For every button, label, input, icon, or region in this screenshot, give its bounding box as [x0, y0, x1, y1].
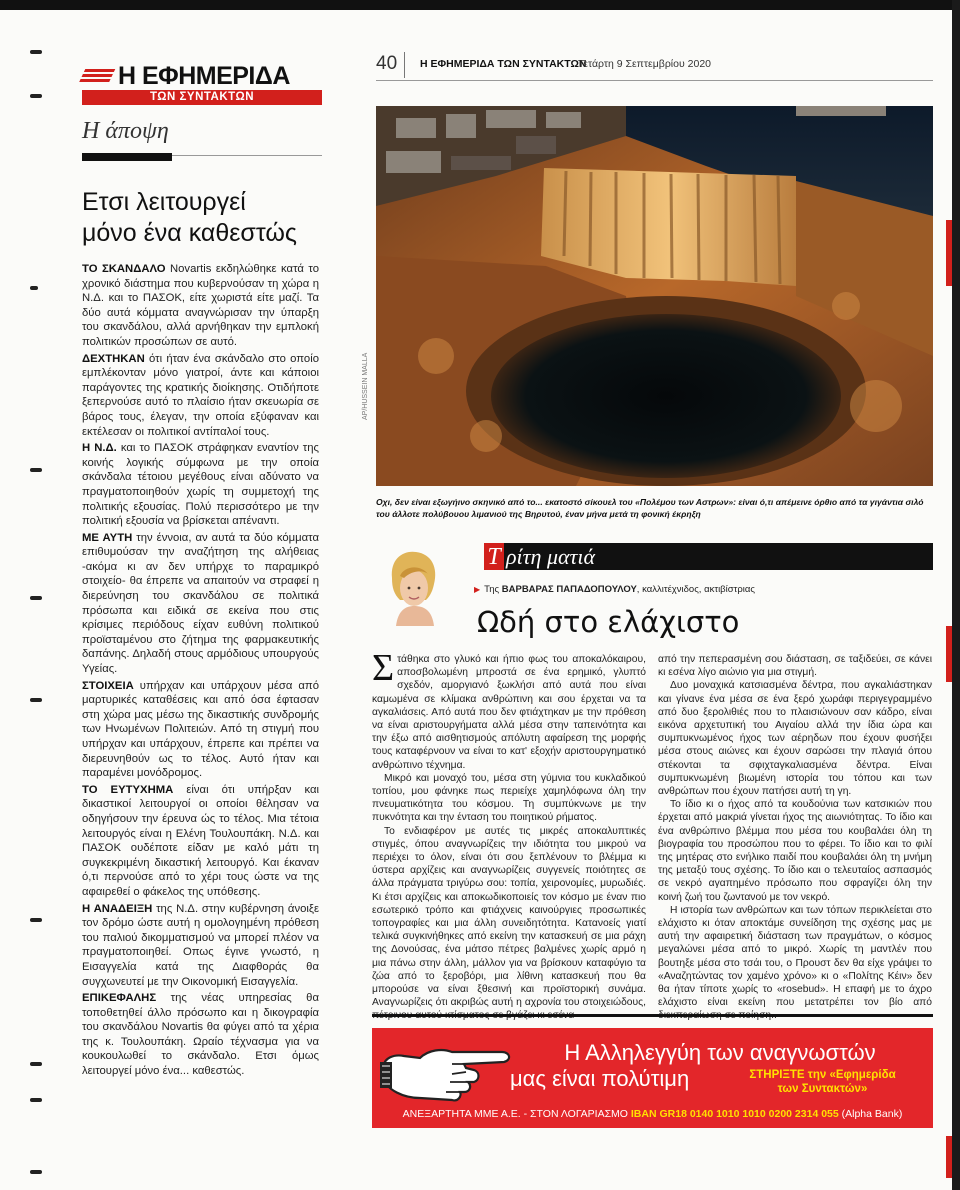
editorial-paragraph: Η ΑΝΑΔΕΙΞΗ της Ν.Δ. στην κυβέρνηση άνοιξε τον δρόμο ώστε αυτή η ομολογημένη πρόθεση του παλιού δικομματισμού να μπορεί πλέον να πραγματοποιηθεί. Οπως έγινε γνωστό, η Εισαγγελία κατά της Διαφθοράς θα συγχωνευτεί με την Οικονομική Εισαγγελία. [82, 902, 319, 988]
editorial-paragraph: Η Ν.Δ. και το ΠΑΣΟΚ στράφηκαν εναντίον της κοινής λογικής σύμφωνα με την οποία σκάνδαλα τέτοιου μεγέθους είναι αδύνατο να πραγματοποιηθούν χωρίς τη συμμετοχή της πολιτικής εξουσίας. Πολύ περισσότερο με την πολιτική εξουσία να βρίσκεται απέναντι. [82, 442, 319, 528]
margin-mark [30, 1062, 42, 1066]
masthead-stripes-icon [79, 69, 116, 83]
byline-arrow-icon: ▶ [474, 585, 481, 594]
author-photo [382, 548, 444, 626]
article-paragraph: Η ιστορία των ανθρώπων και των τόπων περικλείεται στο ελάχιστο κι όταν αποκτάμε συνείδηση της σχέσης μας με αυτή την αφαιρετική διάσταση των πραγμάτων, ο κόσμος μεγαλώνει μέσα από το μικρό. Χωρίς τη μαντλέν που βουτηξε μέσα στο τσάι του, ο Προυστ δεν θα είχε γράψει το «Αναζητώντας τον χαμένο χρόνο» κι ο «Πολίτης Κέιν» δεν θα ήταν τίποτε χωρίς το «rosebud». Η επαφή με το άχρο ελάχιστο είναι εκείνη που μετατρέπει τον βίο από [658, 904, 932, 1009]
editorial-paragraph: ΕΠΙΚΕΦΑΛΗΣ της νέας υπηρεσίας θα τοποθετηθεί άλλο πρόσωπο και η δικογραφία του σκανδάλου Novartis θα φύγει από τα χέρια της κ. Τουλουπάκη. Ωραίο τέχνασμα για να κουκουλωθεί το σκάνδαλο. Ετσι όμως λειτουργεί μόνο ένα... καθεστώς. [82, 992, 319, 1078]
margin-mark [30, 918, 42, 922]
column-header-title: ρίτη ματιά [506, 544, 596, 569]
page-edge-tab [946, 1136, 952, 1178]
author-name: ΒΑΡΒΑΡΑΣ ΠΑΠΑΔΟΠΟΥΛΟΥ [501, 584, 637, 595]
margin-mark [30, 1098, 42, 1102]
margin-mark [30, 50, 42, 54]
ad-support-slogan: ΣΤΗΡΙΞΤΕ την «Εφημερίδα των Συντακτών» [749, 1069, 896, 1095]
drop-cap: Σ [372, 647, 395, 689]
page-paper-name: Η ΕΦΗΜΕΡΙΔΑ ΤΩΝ ΣΥΝΤΑΚΤΩΝ [420, 58, 587, 70]
article-bottom-rule [372, 1014, 933, 1017]
page-edge-tab [946, 220, 952, 286]
editorial-paragraph: ΤΟ ΣΚΑΝΔΑΛΟ Novartis εκδηλώθηκε κατά το χρονικό διάστημα που κυβερνούσαν τη χώρα η Ν.Δ. και το ΠΑΣΟΚ, είτε χωριστά είτε μαζί. Τα δύο αυτά κόμματα αναγνώρισαν την ύπαρξη του σκανδάλου, αλλά αρνήθηκαν την εμπλοκή πολιτικών προσώπων σε αυτό. [82, 263, 319, 348]
photo-caption: Οχι, δεν είναι εξωγήινο σκηνικό από το... εκατοστό σίκουελ του «Πολέμου των Αστρων»: είναι ό,τι απέμεινε όρθιο από τα γιγάντια σιλό του άλλοτε πολύβουου λιμανιού της Βηρυτού, έναν μήνα μετά τη φονική έκρηξη [376, 497, 924, 519]
margin-mark [30, 596, 42, 600]
article-paragraph: Δυο μοναχικά κατσιασμένα δέντρα, που αγκαλιάστηκαν και γίνανε ένα μέσα σε ένα ξερό χωράφι περιγεγραμμένο από δυο ξερολιθιές που το πλαισιώνουν σαν κάδρο, είναι εικόνα αρχετυπική του Αιγαίου αλλά την ίδια ώρα και συμπυκνωμένος ήχος των αέρηδων που έχουν φυσήξει μέσα στους αιώνες και έχουν σαρώσει την πλαγιά όπου στέκονται τα σφιχταγκαλιασμένα δέντρα. Είναι συμπυκνωμένη βιωμένη ιστορία του τόπου και των ανθρώπων που έχουν πατήσει αυτή τη γη. [658, 680, 932, 798]
page-number: 40 [376, 53, 398, 74]
author-role: , καλλιτέχνιδος, ακτιβίστριας [636, 584, 755, 595]
ad-headline-line1: Η Αλληλεγγύη των αναγνωστών [564, 1040, 876, 1065]
editorial-body [82, 262, 319, 1081]
photo-credit: AP/HUSSEIN MALLA [362, 352, 369, 420]
header-rule [376, 80, 933, 81]
photo-illustration [376, 106, 933, 486]
article-paragraph: Το ενδιαφέρον με αυτές τις μικρές αποκαλυπτικές στιγμές, όπου αναγνωρίζεις την ιδιότητα του μικρού να περιέχει το όλον, είναι ότι σου ξεπλένουν το βλέμμα κι ύστερα αρχίζεις και αναγνωρίζεις συγγενείς ποιότητες σε άλλα πράγματα τριγύρω σου: τοπία, χειρονομίες, μυρωδιές. Κι έτσι αρχίζεις και αποκωδικοποιείς τον κόσμο με έναν πιο εσωτερικό τρόπο και φτιάχνεις καινούργιες προσωπικές τοπογραφίες και μια άλλη συνειδητότητα. Κατανοείς γιατί τελικά συγκινήθηκες από εκείνη την κατασκευή σε μια ράχη της Δονούσας, ένα μάτσο πέτρες βαλμένες χωρίς αρμό η μια πάνω στην άλλη, μάλλον για να βρίσκουν καταφύγιο τα ζώα από το ξεροβόρι, μια λίθινη κατασκευή που θα μπορούσε να είναι ξθεσινή και προϊστορική συνάμα. Αναγνωρίζεις ότι ακριβώς αυτή η αχρονία του στοιχειώδους, [372, 825, 646, 1009]
margin-mark [30, 468, 42, 472]
article-paragraph: από την πεπερασμένη σου διάσταση, σε ταξιδεύει, σε κάνει κι εσένα λίγο αιώνιο για μια στιγμή. [658, 654, 932, 679]
scan-edge-top [0, 0, 960, 10]
beirut-silos-photo [376, 106, 933, 486]
editorial-paragraph: ΜΕ ΑΥΤΗ την έννοια, αν αυτά τα δύο κόμματα επιθυμούσαν την αναζήτηση της αλήθειας -ακόμα κι αν δεν υπήρχε το παραμικρό στοιχείο- θα έπρεπε να απαιτούν να στραφεί η διερεύνηση του σκανδάλου σε πολιτικά πρόσωπα και ειδικά σε εκείνα που στις κρίσιμες περιόδους είχαν ευθύνη πολιτικού προϊσταμένου στο ζήτημα της φαρμακευτικής δαπάνης. Δηλαδή στους αρμόδιους υπουργούς Υγείας. [82, 531, 320, 676]
newspaper-masthead [82, 62, 322, 106]
masthead-subtitle: ΤΩΝ ΣΥΝΤΑΚΤΩΝ [82, 90, 322, 105]
margin-mark [30, 286, 38, 290]
article-paragraph: Το ίδιο κι ο ήχος από τα κουδούνια των κατσικιών που έρχεται από μακριά γίνεται ήχος της αιωνιότητας. Το ίδιο και ένα ανθρώπινο βλέμμα που μέσα του κουβαλάει όλη τη βιογραφία του προσώπου που το φέρει. Το ίδιο και το φιλί της μητέρας στο ενήλικο παιδί που κουβαλάει όλη τη μνήμη της μεταξύ τους σχέσης. Το ίδιο και ο τελευταίος ασπασμός σε νεκρό αγαπημένο πρόσωπο που σφραγίζει όλη την κοινή ζωή του ζωντανού με τον νεκρό. [658, 799, 932, 903]
margin-mark [30, 698, 42, 702]
ad-headline-line2: μας είναι πολύτιμη [510, 1066, 690, 1091]
editorial-paragraph: ΔΕΧΤΗΚΑΝ ότι ήταν ένα σκάνδαλο στο οποίο εμπλέκονταν μόνο γιατροί, άντε και κάποιοι παράγοντες της κρατικής διοίκησης. Οτιδήποτε ξεπερνούσε αυτό το πλαίσιο ήταν σκευωρία σε βάρος τους, έλεγαν, την οποία εξύφαναν και εκτέλεσαν οι πολιτικοί αντίπαλοί τους. [82, 352, 319, 438]
page-number-divider [404, 52, 405, 78]
article-paragraph: Στάθηκα στο γλυκό και ήπιο φως του αποκαλόκαιρου, αποσβολωμένη μπροστά σε ένα ερημικό, γλυπτό σχεδόν, αμοργιανό ξωκλήσι από αυτά που είναι καμωμένα σε κλίμακα ανθρώπινη και σου έρχεται να τα αγκαλιάσεις. Από αυτά που δεν φτιάχτηκαν με την πρόθεση να είναι αριστουργήματα αλλά μέσα στην ταπεινότητα και την έξω από αισθητισμούς απόλυτη αφαίρεση της μορφής τους καταφέρνουν να είναι το κατ' εξοχήν αριστουργηματικό ανθρώπινο τέχνημα. [372, 647, 646, 771]
margin-mark [30, 1170, 42, 1174]
ad-iban: IBAN GR18 0140 1010 1010 0200 2314 055 [630, 1108, 839, 1120]
ad-bank-account: ΑΝΕΞΑΡΤΗΤΑ ΜΜΕ Α.Ε. - ΣΤΟΝ ΛΟΓΑΡΙΑΣΜΟ IBAN GR18 0140 1010 1010 0200 2314 055 (Alpha Bank) [402, 1108, 903, 1120]
section-label: Η άποψη [82, 118, 169, 144]
section-rule-accent [82, 153, 172, 161]
editorial-title: Ετσι λειτουργεί μόνο ένα καθεστώς [82, 188, 297, 247]
margin-mark [30, 94, 42, 98]
pointing-hand-icon [380, 1036, 515, 1106]
scan-edge-right [952, 0, 960, 1190]
column-header-initial: Τ [484, 543, 504, 570]
page-edge-tab [946, 626, 952, 682]
article-paragraph: Μικρό και μοναχό του, μέσα στη γύμνια του κυκλαδικού τοπίου, μου φάνηκε πως περιείχε χαμηλόφωνα όλη την πνευματικότητα του κόσμου. Τη συμπύκνωνε με την πυκνότητα και την ένταση του ποιητικού ρήματος. [372, 772, 646, 824]
article-byline: ▶ Της ΒΑΡΒΑΡΑΣ ΠΑΠΑΔΟΠΟΥΛΟΥ, καλλιτέχνιδος, ακτιβίστριας [474, 584, 755, 595]
editorial-paragraph: ΤΟ ΕΥΤΥΧΗΜΑ είναι ότι υπήρξαν και δικαστικοί λειτουργοί οι οποίοι θέλησαν να οδηγήσουν την έρευνα ώς το τέλος. Μια τέτοια λειτουργός είναι η Ελένη Τουλουπάκη. Ν.Δ. και ΠΑΣΟΚ ουδέποτε είδαν με καλό μάτι τη συγκεκριμένη δικαστική λειτουργό. Και έκαναν ό,τι περνούσε από το χέρι τους ώστε να της αφαιρεθεί ο φάκελος της υπόθεσης. [82, 783, 320, 898]
masthead-title: Η ΕΦΗΜΕΡΙΔΑ [118, 61, 290, 90]
reader-solidarity-ad[interactable] [372, 1028, 933, 1128]
page-date: Τετάρτη 9 Σεπτεμβρίου 2020 [578, 58, 711, 70]
article-column-2 [658, 653, 932, 1023]
article-title: Ωδή στο ελάχιστο [477, 605, 740, 639]
editorial-paragraph: ΣΤΟΙΧΕΙΑ υπήρχαν και υπάρχουν μέσα από μαρτυρικές καταθέσεις και από όσα έφτασαν στη χώρα μας μέσω της δικαστικής συνδρομής των Ηνωμένων Πολιτειών. Από τη στιγμή που υπήρχαν και υπάρχουν, έπρεπε και πρέπει να διερευνηθούν ως το τέλος. Αυτό ήταν και παραμένει μονόδρομος. [82, 679, 319, 780]
article-column-1 [372, 647, 646, 1023]
